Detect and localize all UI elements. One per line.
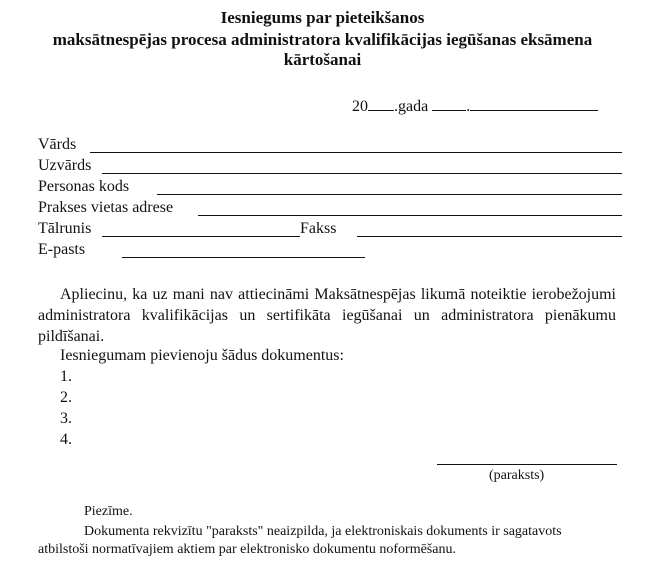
date-gada-label: .gada	[394, 98, 429, 115]
title-line-1: Iesniegums par pieteikšanos	[220, 8, 425, 27]
label-prakses-adrese: Prakses vietas adrese	[38, 199, 174, 216]
label-vards: Vārds	[38, 136, 77, 153]
personas-kods-field[interactable]	[157, 194, 622, 195]
signature-line[interactable]	[437, 464, 617, 465]
note-line-1: Dokumenta rekvizītu "paraksts" neaizpilda, ja elektroniskais dokuments ir sagatavots	[84, 524, 562, 539]
date-dot: .	[466, 98, 471, 115]
attachment-item-1[interactable]: 1.	[60, 368, 72, 385]
attachment-item-2[interactable]: 2.	[60, 389, 72, 406]
declaration-text: Apliecinu, ka uz mani nav attiecināmi Maksātnespējas likumā noteiktie ierobežojumi administratora kvalifikācijas un sertifikāta iegūšanai un administratora pienākumu pildīšanai.	[38, 286, 616, 345]
attachment-item-3[interactable]: 3.	[60, 410, 72, 427]
vards-field[interactable]	[90, 152, 622, 153]
date-year-prefix: 20	[352, 98, 368, 115]
label-personas-kods: Personas kods	[38, 178, 130, 195]
signature-label: (paraksts)	[489, 468, 545, 483]
prakses-adrese-field[interactable]	[198, 215, 622, 216]
label-talrunis: Tālrunis	[38, 220, 92, 237]
note-line-2: atbilstoši normatīvajiem aktiem par elektronisko dokumentu noformēšanu.	[38, 542, 456, 557]
epasts-field[interactable]	[122, 257, 365, 258]
attachments-label: Iesniegumam pievienoju šādus dokumentus:	[60, 347, 344, 364]
date-year-blank[interactable]	[368, 96, 394, 111]
attachment-item-4[interactable]: 4.	[60, 431, 72, 448]
date-line	[352, 96, 598, 116]
title-line-3: kārtošanai	[283, 50, 362, 69]
date-day-blank[interactable]	[432, 96, 466, 111]
label-epasts: E-pasts	[38, 241, 86, 258]
label-uzvards: Uzvārds	[38, 157, 92, 174]
label-fakss: Fakss	[300, 220, 337, 237]
date-month-blank[interactable]	[470, 96, 598, 111]
uzvards-field[interactable]	[102, 173, 622, 174]
note-title: Piezīme.	[84, 504, 133, 519]
fakss-field[interactable]	[357, 236, 622, 237]
talrunis-field[interactable]	[102, 236, 300, 237]
title-line-2: maksātnespējas procesa administratora kvalifikācijas iegūšanas eksāmena	[52, 30, 593, 49]
